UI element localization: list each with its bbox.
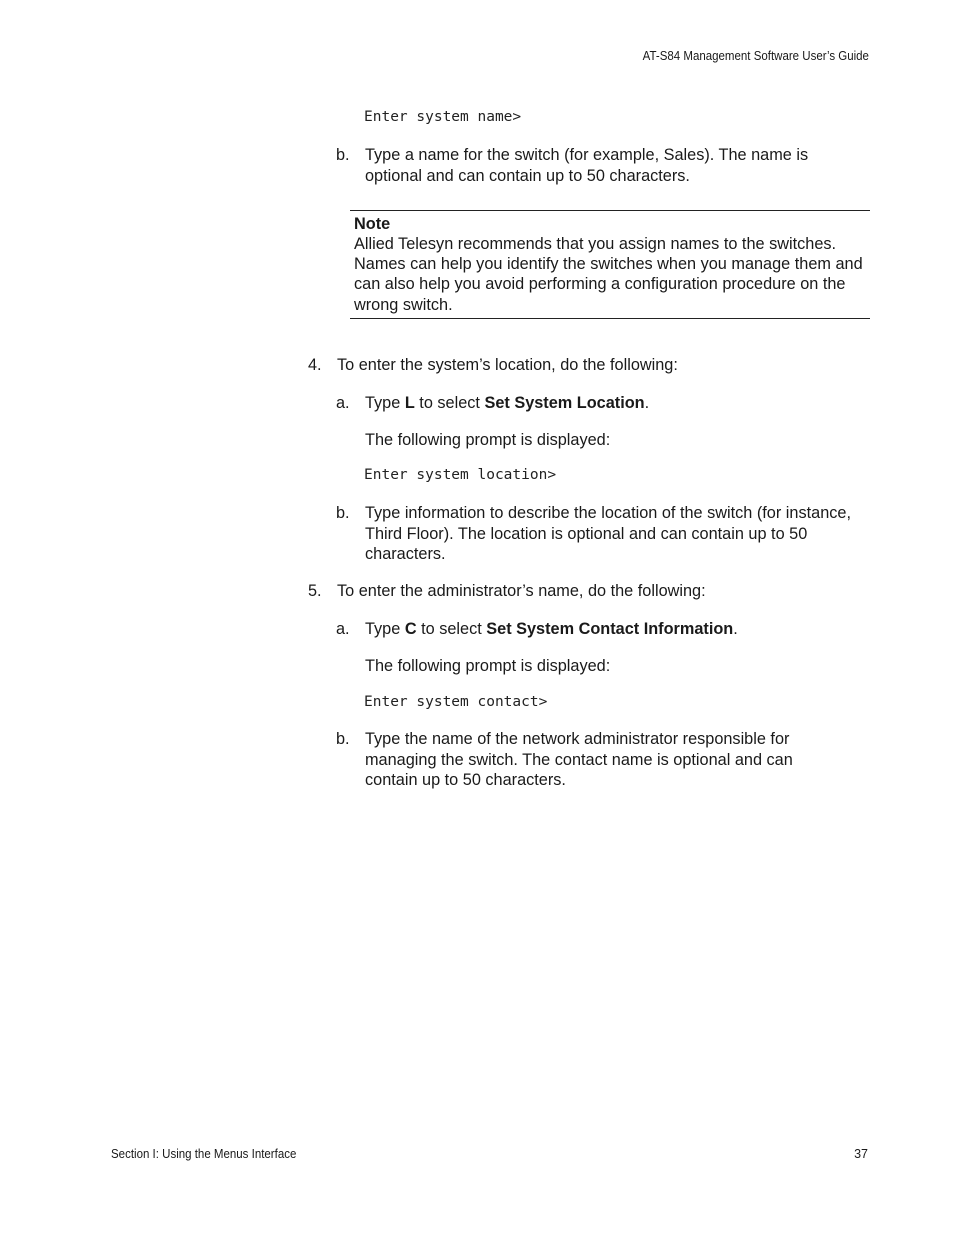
page-number: 37 xyxy=(854,1147,868,1161)
step-5a-label: a. xyxy=(336,620,350,638)
prompt-system-contact: Enter system contact> xyxy=(364,694,548,710)
key-l: L xyxy=(404,394,415,412)
step-4-number: 4. xyxy=(308,356,322,374)
prompt-system-location: Enter system location> xyxy=(364,467,557,483)
running-header: AT-S84 Management Software User’s Guide xyxy=(642,49,869,63)
option-set-system-location: Set System Location xyxy=(484,394,645,412)
step-4a-label: a. xyxy=(336,394,350,412)
prompt-system-name: Enter system name> xyxy=(364,109,522,125)
step-5a-text: Type C to select Set System Contact Information. xyxy=(365,620,738,638)
option-set-system-contact-information: Set System Contact Information xyxy=(486,620,734,638)
step-4b-label: b. xyxy=(336,504,350,522)
step-5b-text: Type the name of the network administrator responsible for managing the switch. The contact name is optional and can contain up to 50 characters. xyxy=(365,730,793,789)
step-3b-label: b. xyxy=(336,146,350,164)
step-3b-text: Type a name for the switch (for example, Sales). The name is optional and can contain up to 50 characters. xyxy=(365,146,809,185)
note-title: Note xyxy=(354,215,391,233)
step-4b-text: Type information to describe the location of the switch (for instance, Third Floor). The location is optional and can contain up to 50 characters. xyxy=(365,504,851,563)
step-5-text: To enter the administrator’s name, do the following: xyxy=(337,582,706,600)
step-4-prompt-displayed: The following prompt is displayed: xyxy=(365,431,611,449)
step-5-number: 5. xyxy=(308,582,322,600)
note-box xyxy=(350,210,870,319)
footer-section-title: Section I: Using the Menus Interface xyxy=(111,1147,297,1161)
key-c: C xyxy=(404,620,417,638)
step-5-prompt-displayed: The following prompt is displayed: xyxy=(365,657,611,675)
note-text: Allied Telesyn recommends that you assign names to the switches. Names can help you identify the switches when you manage them and can also help you avoid performing a configuration procedure on the wrong switch. xyxy=(354,235,863,314)
step-4-text: To enter the system’s location, do the following: xyxy=(337,356,678,374)
step-4a-text: Type L to select Set System Location. xyxy=(365,394,650,412)
step-5b-label: b. xyxy=(336,730,350,748)
